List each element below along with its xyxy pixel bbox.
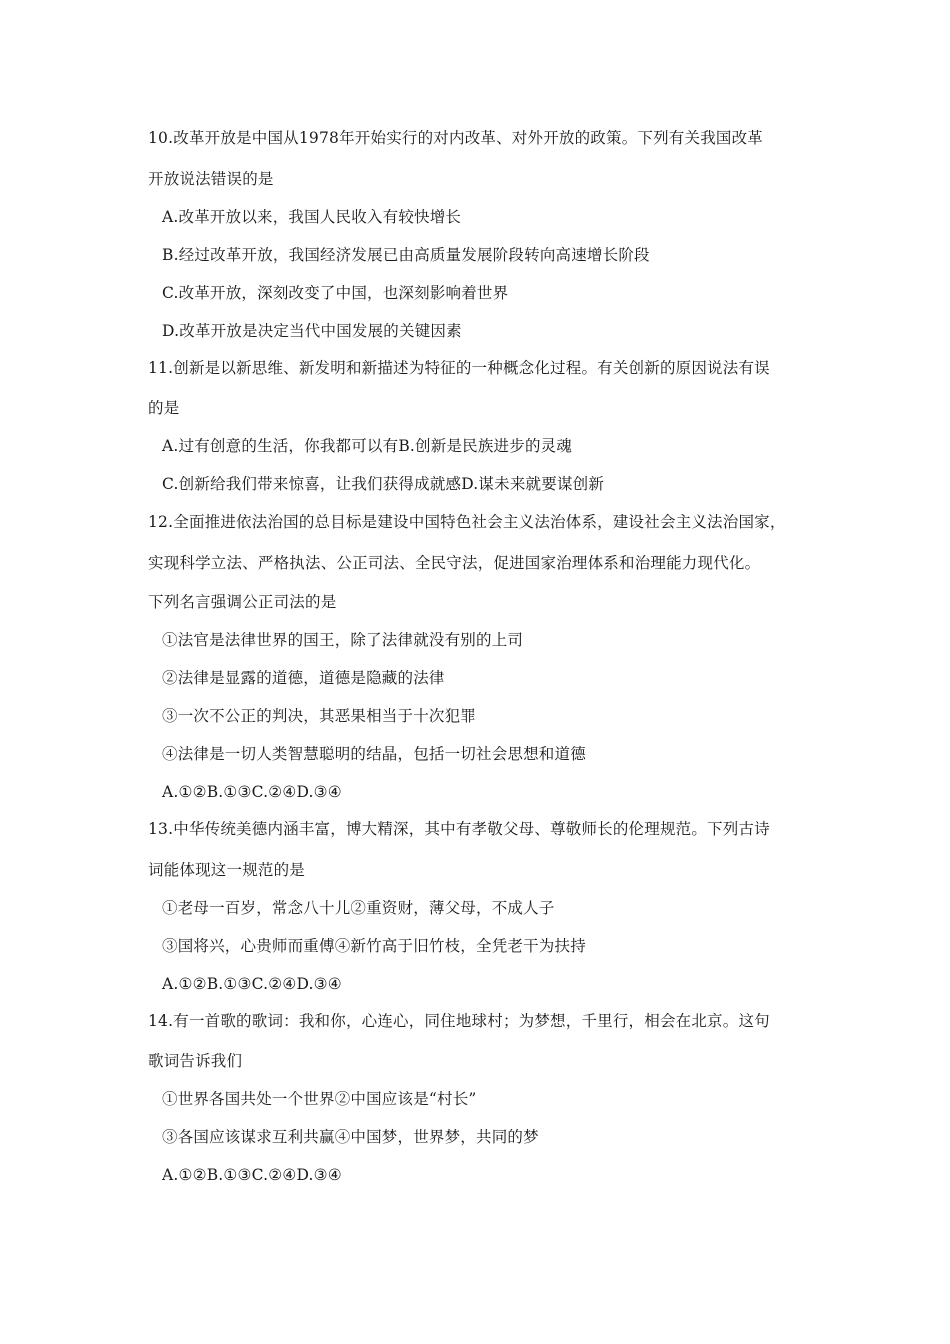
q13-stem-line-1: 13.中华传统美德内涵丰富，博大精深，其中有孝敬父母、尊敬师长的伦理规范。下列古诗 (148, 820, 770, 838)
q14-items-1-2: ①世界各国共处一个世界②中国应该是“村长” (162, 1090, 477, 1108)
q10-stem-line-2: 开放说法错误的是 (148, 170, 274, 188)
q14-stem-line-2: 歌词告诉我们 (148, 1052, 243, 1070)
q11-option-cd: C.创新给我们带来惊喜，让我们获得成就感D.谋未来就要谋创新 (162, 475, 605, 493)
q13-items-1-2: ①老母一百岁，常念八十儿②重资财，薄父母，不成人子 (162, 899, 555, 917)
q10-option-a: A.改革开放以来，我国人民收入有较快增长 (162, 208, 462, 226)
q12-stem-line-1: 12.全面推进依法治国的总目标是建设中国特色社会主义法治体系，建设社会主义法治国家， (148, 513, 786, 531)
q10-option-c: C.改革开放，深刻改变了中国，也深刻影响着世界 (162, 284, 509, 302)
q13-items-3-4: ③国将兴，心贵师而重傅④新竹高于旧竹枝，全凭老干为扶持 (162, 937, 586, 955)
q14-answer-choices: A.①②B.①③C.②④D.③④ (162, 1166, 342, 1184)
q13-stem-line-2: 词能体现这一规范的是 (148, 861, 306, 879)
q10-stem-line-1: 10.改革开放是中国从1978年开始实行的对内改革、对外开放的政策。下列有关我国改革 (148, 129, 763, 147)
q14-items-3-4: ③各国应该谋求互利共赢④中国梦，世界梦，共同的梦 (162, 1128, 539, 1146)
q10-option-d: D.改革开放是决定当代中国发展的关键因素 (162, 322, 462, 340)
q11-stem-line-1: 11.创新是以新思维、新发明和新描述为特征的一种概念化过程。有关创新的原因说法有误 (148, 359, 770, 377)
q14-stem-line-1: 14.有一首歌的歌词：我和你，心连心，同住地球村；为梦想，千里行，相会在北京。这句 (148, 1012, 770, 1030)
q12-item-1: ①法官是法律世界的国王，除了法律就没有别的上司 (162, 631, 524, 649)
q10-option-b: B.经过改革开放，我国经济发展已由高质量发展阶段转向高速增长阶段 (162, 246, 650, 264)
q11-option-ab: A.过有创意的生活，你我都可以有B.创新是民族进步的灵魂 (162, 437, 573, 455)
q12-stem-line-2: 实现科学立法、严格执法、公正司法、全民守法，促进国家治理体系和治理能力现代化。 (148, 554, 761, 572)
q12-item-3: ③一次不公正的判决，其恶果相当于十次犯罪 (162, 707, 477, 725)
q13-answer-choices: A.①②B.①③C.②④D.③④ (162, 975, 342, 993)
q11-stem-line-2: 的是 (148, 399, 180, 417)
q12-item-4: ④法律是一切人类智慧聪明的结晶，包括一切社会思想和道德 (162, 745, 586, 763)
q12-item-2: ②法律是显露的道德，道德是隐藏的法律 (162, 669, 445, 687)
q12-stem-line-3: 下列名言强调公正司法的是 (148, 593, 337, 611)
q12-answer-choices: A.①②B.①③C.②④D.③④ (162, 783, 342, 801)
